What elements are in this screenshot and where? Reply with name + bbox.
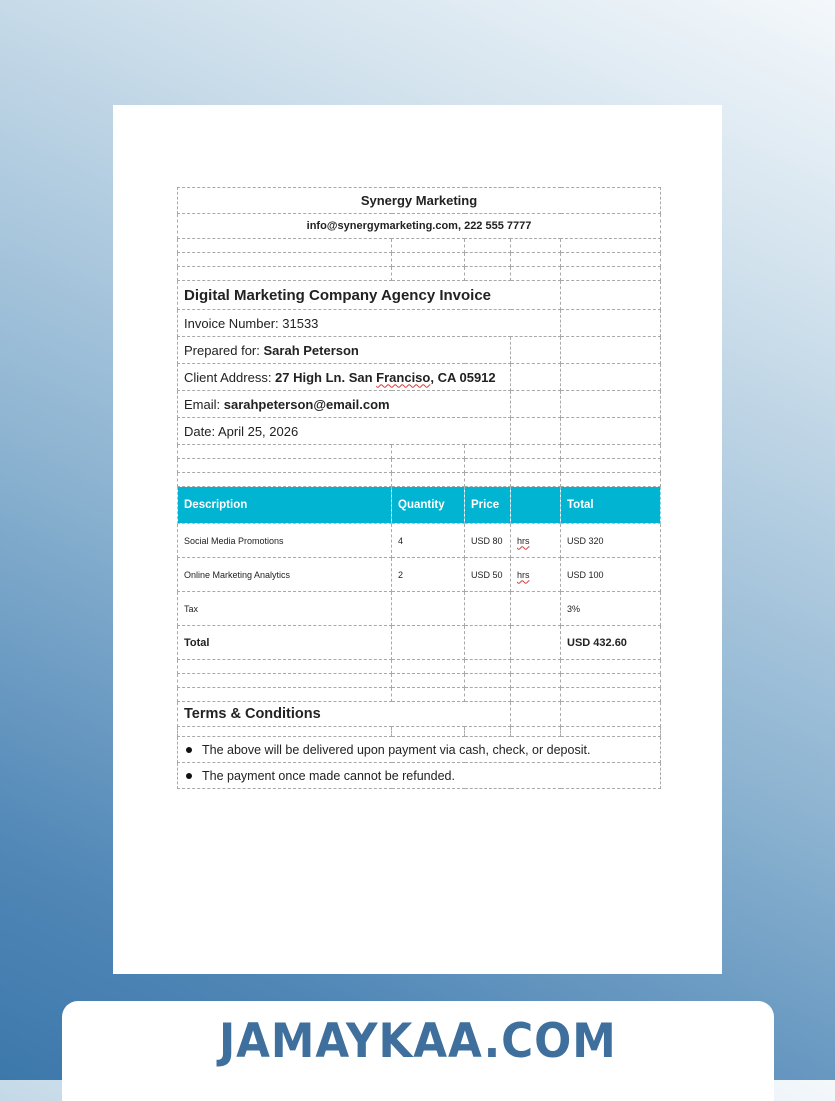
- item-price: [465, 592, 511, 626]
- table-row: [178, 592, 661, 626]
- table-row: [178, 558, 661, 592]
- spacer-row: [178, 267, 661, 281]
- item-total: USD 320: [561, 524, 661, 558]
- total-row: [178, 626, 661, 660]
- spacer-row: [178, 473, 661, 487]
- client-address-row: [178, 364, 661, 391]
- client-address: Client Address: 27 High Ln. San Franciso, CA 05912: [178, 364, 511, 391]
- spacer-row: [178, 253, 661, 267]
- terms-item-row: [178, 737, 661, 763]
- terms-item-row: [178, 763, 661, 789]
- invoice-date: Date: April 25, 2026: [178, 418, 511, 445]
- item-quantity: 2: [392, 558, 465, 592]
- item-price: USD 80: [465, 524, 511, 558]
- bullet-icon: [186, 773, 192, 779]
- header-description: Description: [178, 487, 392, 524]
- item-price: USD 50: [465, 558, 511, 592]
- terms-item: The above will be delivered upon payment via cash, check, or deposit.: [178, 737, 661, 763]
- item-description: Online Marketing Analytics: [178, 558, 392, 592]
- item-quantity: [392, 592, 465, 626]
- company-contact: info@synergymarketing.com, 222 555 7777: [178, 214, 661, 239]
- bullet-icon: [186, 747, 192, 753]
- item-description: Social Media Promotions: [178, 524, 392, 558]
- total-value: USD 432.60: [561, 626, 661, 660]
- spacer-row: [178, 674, 661, 688]
- table-row: [178, 524, 661, 558]
- invoice-table: [177, 187, 661, 789]
- company-contact-row: [178, 214, 661, 239]
- item-description: Tax: [178, 592, 392, 626]
- client-email: Email: sarahpeterson@email.com: [178, 391, 511, 418]
- spacer-row: [178, 445, 661, 459]
- invoice-heading-row: [178, 281, 661, 310]
- header-quantity: Quantity: [392, 487, 465, 524]
- invoice-number-row: [178, 310, 661, 337]
- item-quantity: 4: [392, 524, 465, 558]
- total-label: Total: [178, 626, 392, 660]
- email-row: [178, 391, 661, 418]
- invoice-number: Invoice Number: 31533: [178, 310, 561, 337]
- header-unit: [511, 487, 561, 524]
- item-unit: hrs: [511, 558, 561, 592]
- item-unit: hrs: [511, 524, 561, 558]
- spacer-row: [178, 688, 661, 702]
- prepared-for: Prepared for: Sarah Peterson: [178, 337, 511, 364]
- terms-item: The payment once made cannot be refunded.: [178, 763, 661, 789]
- item-total: 3%: [561, 592, 661, 626]
- spacer-row: [178, 239, 661, 253]
- prepared-for-row: [178, 337, 661, 364]
- site-banner: [62, 1001, 774, 1101]
- item-unit: [511, 592, 561, 626]
- spacer-row: [178, 727, 661, 737]
- item-total: USD 100: [561, 558, 661, 592]
- header-price: Price: [465, 487, 511, 524]
- company-name-row: [178, 188, 661, 214]
- date-row: [178, 418, 661, 445]
- terms-heading-row: [178, 702, 661, 727]
- company-name: Synergy Marketing: [178, 188, 661, 214]
- spacer-row: [178, 660, 661, 674]
- table-header-row: [178, 487, 661, 524]
- spacer-row: [178, 459, 661, 473]
- site-watermark: JAMAYKAA.COM: [219, 1014, 617, 1069]
- terms-heading: Terms & Conditions: [178, 702, 511, 727]
- header-total: Total: [561, 487, 661, 524]
- document-page: [113, 105, 722, 974]
- invoice-heading: Digital Marketing Company Agency Invoice: [178, 281, 561, 310]
